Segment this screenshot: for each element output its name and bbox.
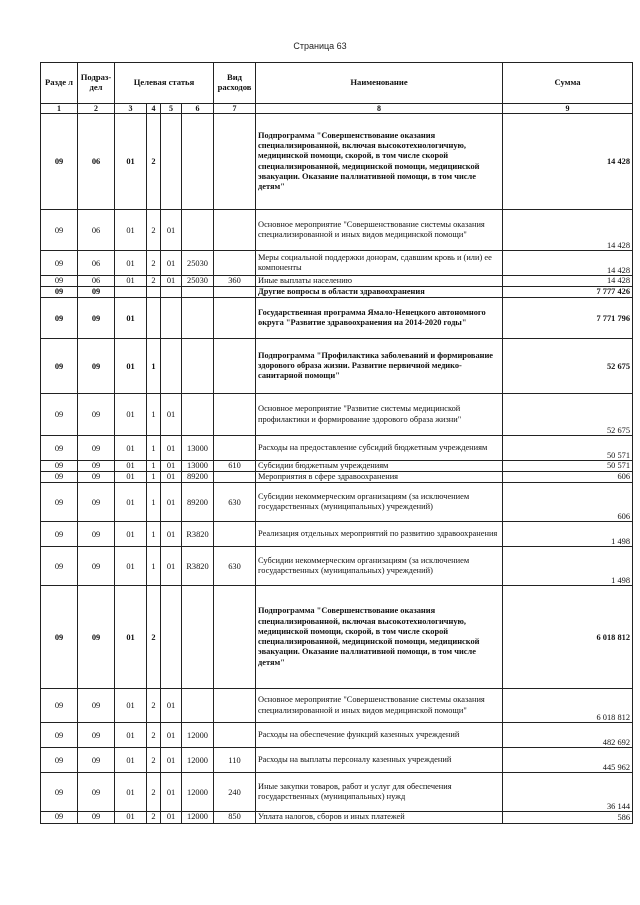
table-row <box>41 812 633 824</box>
cell-podrazdel: 09 <box>78 461 115 472</box>
cell-direction: R3820 <box>182 547 214 586</box>
cell-vid-rashodov: 110 <box>214 748 256 773</box>
cell-podrazdel: 06 <box>78 114 115 210</box>
table-row <box>41 522 633 547</box>
cell-summa: 606 <box>503 483 633 522</box>
cell-podrazdel: 09 <box>78 723 115 748</box>
cell-vid-rashodov <box>214 522 256 547</box>
cell-direction: 13000 <box>182 461 214 472</box>
cell-razdel: 09 <box>41 114 78 210</box>
cell-summa: 1 498 <box>503 522 633 547</box>
cell-naimenovanie: Расходы на предоставление субсидий бюджетным учреждениям <box>256 436 503 461</box>
cell-razdel: 09 <box>41 748 78 773</box>
cell-summa: 52 675 <box>503 394 633 436</box>
cell-naimenovanie: Мероприятия в сфере здравоохранения <box>256 472 503 483</box>
cell-razdel: 09 <box>41 394 78 436</box>
cell-program: 01 <box>115 436 147 461</box>
cell-razdel: 09 <box>41 547 78 586</box>
cell-podrazdel: 09 <box>78 483 115 522</box>
cell-program: 01 <box>115 339 147 394</box>
cell-subprogram: 2 <box>147 251 161 276</box>
cell-direction: 12000 <box>182 773 214 812</box>
column-number: 2 <box>78 104 115 114</box>
cell-direction: 12000 <box>182 812 214 824</box>
cell-event <box>161 298 182 339</box>
table-body <box>41 114 633 824</box>
cell-event: 01 <box>161 436 182 461</box>
cell-subprogram: 2 <box>147 210 161 251</box>
cell-subprogram: 2 <box>147 276 161 287</box>
cell-program: 01 <box>115 472 147 483</box>
cell-naimenovanie: Иные выплаты населению <box>256 276 503 287</box>
cell-event: 01 <box>161 394 182 436</box>
cell-vid-rashodov <box>214 586 256 689</box>
cell-subprogram: 1 <box>147 472 161 483</box>
cell-event <box>161 114 182 210</box>
cell-program: 01 <box>115 276 147 287</box>
cell-program: 01 <box>115 483 147 522</box>
cell-direction: 89200 <box>182 483 214 522</box>
cell-naimenovanie: Основное мероприятие "Развитие системы медицинской профилактики и формирование здорового образа жизни" <box>256 394 503 436</box>
cell-summa: 6 018 812 <box>503 689 633 723</box>
table-row <box>41 394 633 436</box>
cell-naimenovanie: Меры социальной поддержки донорам, сдавшим кровь и (или) ее компоненты <box>256 251 503 276</box>
cell-podrazdel: 09 <box>78 773 115 812</box>
budget-table <box>40 62 633 824</box>
cell-razdel: 09 <box>41 210 78 251</box>
cell-program: 01 <box>115 394 147 436</box>
cell-direction <box>182 114 214 210</box>
cell-summa: 14 428 <box>503 276 633 287</box>
column-number: 7 <box>214 104 256 114</box>
column-number: 1 <box>41 104 78 114</box>
table-row <box>41 483 633 522</box>
table-row <box>41 547 633 586</box>
header-razdel: Разде л <box>41 63 78 104</box>
cell-podrazdel: 09 <box>78 689 115 723</box>
cell-vid-rashodov <box>214 298 256 339</box>
cell-podrazdel: 09 <box>78 394 115 436</box>
cell-razdel: 09 <box>41 689 78 723</box>
cell-naimenovanie: Основное мероприятие "Совершенствование системы оказания специализированной и иных видов медицинской помощи" <box>256 210 503 251</box>
cell-summa: 6 018 812 <box>503 586 633 689</box>
cell-program: 01 <box>115 689 147 723</box>
cell-naimenovanie: Основное мероприятие "Совершенствование системы оказания специализированной и иных видов медицинской помощи" <box>256 689 503 723</box>
cell-subprogram <box>147 298 161 339</box>
table-row <box>41 251 633 276</box>
cell-razdel: 09 <box>41 461 78 472</box>
column-number: 3 <box>115 104 147 114</box>
cell-razdel: 09 <box>41 298 78 339</box>
header-summa: Сумма <box>503 63 633 104</box>
cell-podrazdel: 09 <box>78 287 115 298</box>
page-number: Страница 63 <box>293 41 347 51</box>
cell-event: 01 <box>161 461 182 472</box>
cell-subprogram: 1 <box>147 461 161 472</box>
cell-subprogram <box>147 287 161 298</box>
cell-razdel: 09 <box>41 472 78 483</box>
cell-event: 01 <box>161 522 182 547</box>
cell-naimenovanie: Подпрограмма "Совершенствование оказания специализированной, включая высокотехнологичную, медицинской помощи, скорой, в том числе скорой специализированной, медицинской помощи, медицинской эвакуации. Оказание паллиативной помощи, в том числе детям" <box>256 114 503 210</box>
cell-naimenovanie: Уплата налогов, сборов и иных платежей <box>256 812 503 824</box>
cell-event: 01 <box>161 472 182 483</box>
cell-subprogram: 2 <box>147 723 161 748</box>
cell-naimenovanie: Расходы на выплаты персоналу казенных учреждений <box>256 748 503 773</box>
column-number: 6 <box>182 104 214 114</box>
table-row <box>41 773 633 812</box>
cell-vid-rashodov: 850 <box>214 812 256 824</box>
cell-podrazdel: 09 <box>78 586 115 689</box>
table-row <box>41 748 633 773</box>
cell-summa: 7 777 426 <box>503 287 633 298</box>
cell-direction: R3820 <box>182 522 214 547</box>
cell-direction: 12000 <box>182 748 214 773</box>
cell-razdel: 09 <box>41 773 78 812</box>
cell-podrazdel: 06 <box>78 276 115 287</box>
cell-razdel: 09 <box>41 339 78 394</box>
cell-vid-rashodov <box>214 723 256 748</box>
cell-summa: 445 962 <box>503 748 633 773</box>
cell-direction <box>182 287 214 298</box>
cell-subprogram: 1 <box>147 436 161 461</box>
table-row <box>41 586 633 689</box>
cell-event: 01 <box>161 812 182 824</box>
cell-event: 01 <box>161 210 182 251</box>
header-celevaya-statya: Целевая статья <box>115 63 214 104</box>
cell-vid-rashodov: 240 <box>214 773 256 812</box>
cell-direction <box>182 394 214 436</box>
cell-podrazdel: 09 <box>78 339 115 394</box>
cell-subprogram: 2 <box>147 748 161 773</box>
cell-naimenovanie: Подпрограмма "Совершенствование оказания специализированной, включая высокотехнологичную, медицинской помощи, скорой, в том числе скорой специализированной, медицинской помощи, медицинской эвакуации. Оказание паллиативной помощи, в том числе детям" <box>256 586 503 689</box>
table-row <box>41 472 633 483</box>
cell-program: 01 <box>115 547 147 586</box>
cell-summa: 606 <box>503 472 633 483</box>
cell-direction <box>182 586 214 689</box>
cell-vid-rashodov <box>214 394 256 436</box>
cell-summa: 14 428 <box>503 251 633 276</box>
cell-direction <box>182 339 214 394</box>
cell-vid-rashodov: 610 <box>214 461 256 472</box>
table-row <box>41 436 633 461</box>
cell-razdel: 09 <box>41 287 78 298</box>
cell-program: 01 <box>115 748 147 773</box>
cell-podrazdel: 06 <box>78 251 115 276</box>
cell-program: 01 <box>115 251 147 276</box>
cell-program: 01 <box>115 461 147 472</box>
cell-vid-rashodov <box>214 287 256 298</box>
cell-vid-rashodov <box>214 689 256 723</box>
cell-podrazdel: 09 <box>78 298 115 339</box>
cell-summa: 50 571 <box>503 436 633 461</box>
cell-event: 01 <box>161 748 182 773</box>
cell-summa: 52 675 <box>503 339 633 394</box>
cell-vid-rashodov <box>214 339 256 394</box>
cell-vid-rashodov: 360 <box>214 276 256 287</box>
table-row <box>41 339 633 394</box>
cell-summa: 14 428 <box>503 210 633 251</box>
cell-summa: 1 498 <box>503 547 633 586</box>
cell-razdel: 09 <box>41 812 78 824</box>
column-number: 9 <box>503 104 633 114</box>
cell-event <box>161 339 182 394</box>
cell-subprogram: 2 <box>147 773 161 812</box>
cell-summa: 586 <box>503 812 633 824</box>
table-row <box>41 723 633 748</box>
cell-razdel: 09 <box>41 586 78 689</box>
cell-naimenovanie: Реализация отдельных мероприятий по развитию здравоохранения <box>256 522 503 547</box>
cell-podrazdel: 09 <box>78 472 115 483</box>
cell-summa: 482 692 <box>503 723 633 748</box>
cell-direction: 25030 <box>182 276 214 287</box>
cell-event: 01 <box>161 723 182 748</box>
cell-event: 01 <box>161 547 182 586</box>
cell-direction <box>182 689 214 723</box>
cell-razdel: 09 <box>41 251 78 276</box>
cell-subprogram: 2 <box>147 689 161 723</box>
cell-event: 01 <box>161 773 182 812</box>
cell-program: 01 <box>115 723 147 748</box>
cell-subprogram: 2 <box>147 812 161 824</box>
cell-vid-rashodov <box>214 210 256 251</box>
cell-subprogram: 1 <box>147 547 161 586</box>
cell-vid-rashodov <box>214 251 256 276</box>
cell-razdel: 09 <box>41 436 78 461</box>
cell-direction <box>182 210 214 251</box>
cell-program <box>115 287 147 298</box>
cell-subprogram: 1 <box>147 483 161 522</box>
column-number: 5 <box>161 104 182 114</box>
header-vid-rashodov: Вид расходов <box>214 63 256 104</box>
table-row <box>41 114 633 210</box>
cell-naimenovanie: Иные закупки товаров, работ и услуг для обеспечения государственных (муниципальных) нужд <box>256 773 503 812</box>
cell-subprogram: 2 <box>147 586 161 689</box>
cell-razdel: 09 <box>41 522 78 547</box>
cell-podrazdel: 09 <box>78 748 115 773</box>
cell-program: 01 <box>115 522 147 547</box>
cell-event <box>161 287 182 298</box>
column-number-row <box>41 104 633 114</box>
cell-podrazdel: 09 <box>78 436 115 461</box>
cell-naimenovanie: Расходы на обеспечение функций казенных учреждений <box>256 723 503 748</box>
cell-event <box>161 586 182 689</box>
cell-direction: 13000 <box>182 436 214 461</box>
cell-vid-rashodov: 630 <box>214 483 256 522</box>
cell-subprogram: 1 <box>147 522 161 547</box>
cell-podrazdel: 06 <box>78 210 115 251</box>
cell-razdel: 09 <box>41 276 78 287</box>
table-row <box>41 276 633 287</box>
cell-program: 01 <box>115 114 147 210</box>
cell-razdel: 09 <box>41 483 78 522</box>
cell-program: 01 <box>115 298 147 339</box>
cell-naimenovanie: Субсидии некоммерческим организациям (за исключением государственных (муниципальных) учреждений) <box>256 547 503 586</box>
cell-summa: 36 144 <box>503 773 633 812</box>
cell-event: 01 <box>161 483 182 522</box>
column-number: 4 <box>147 104 161 114</box>
cell-subprogram: 1 <box>147 394 161 436</box>
table-row <box>41 210 633 251</box>
table-row <box>41 298 633 339</box>
cell-summa: 50 571 <box>503 461 633 472</box>
cell-vid-rashodov: 630 <box>214 547 256 586</box>
cell-subprogram: 2 <box>147 114 161 210</box>
cell-razdel: 09 <box>41 723 78 748</box>
cell-event: 01 <box>161 689 182 723</box>
cell-summa: 7 771 796 <box>503 298 633 339</box>
cell-vid-rashodov <box>214 472 256 483</box>
cell-vid-rashodov <box>214 114 256 210</box>
cell-program: 01 <box>115 773 147 812</box>
table-row <box>41 689 633 723</box>
cell-direction <box>182 298 214 339</box>
table-row <box>41 287 633 298</box>
cell-direction: 89200 <box>182 472 214 483</box>
cell-naimenovanie: Субсидии некоммерческим организациям (за исключением государственных (муниципальных) учреждений) <box>256 483 503 522</box>
cell-vid-rashodov <box>214 436 256 461</box>
cell-summa: 14 428 <box>503 114 633 210</box>
cell-naimenovanie: Другие вопросы в области здравоохранения <box>256 287 503 298</box>
cell-naimenovanie: Государственная программа Ямало-Ненецкого автономного округа "Развитие здравоохранения на 2014-2020 годы" <box>256 298 503 339</box>
cell-naimenovanie: Подпрограмма "Профилактика заболеваний и формирование здорового образа жизни. Развитие первичной медико-санитарной помощи" <box>256 339 503 394</box>
cell-event: 01 <box>161 276 182 287</box>
cell-subprogram: 1 <box>147 339 161 394</box>
cell-program: 01 <box>115 210 147 251</box>
cell-podrazdel: 09 <box>78 812 115 824</box>
cell-naimenovanie: Субсидии бюджетным учреждениям <box>256 461 503 472</box>
cell-podrazdel: 09 <box>78 522 115 547</box>
cell-direction: 25030 <box>182 251 214 276</box>
cell-program: 01 <box>115 586 147 689</box>
cell-program: 01 <box>115 812 147 824</box>
header-podrazdel: Подраз- дел <box>78 63 115 104</box>
table-row <box>41 461 633 472</box>
column-number: 8 <box>256 104 503 114</box>
cell-event: 01 <box>161 251 182 276</box>
cell-podrazdel: 09 <box>78 547 115 586</box>
cell-direction: 12000 <box>182 723 214 748</box>
header-naimenovanie: Наименование <box>256 63 503 104</box>
